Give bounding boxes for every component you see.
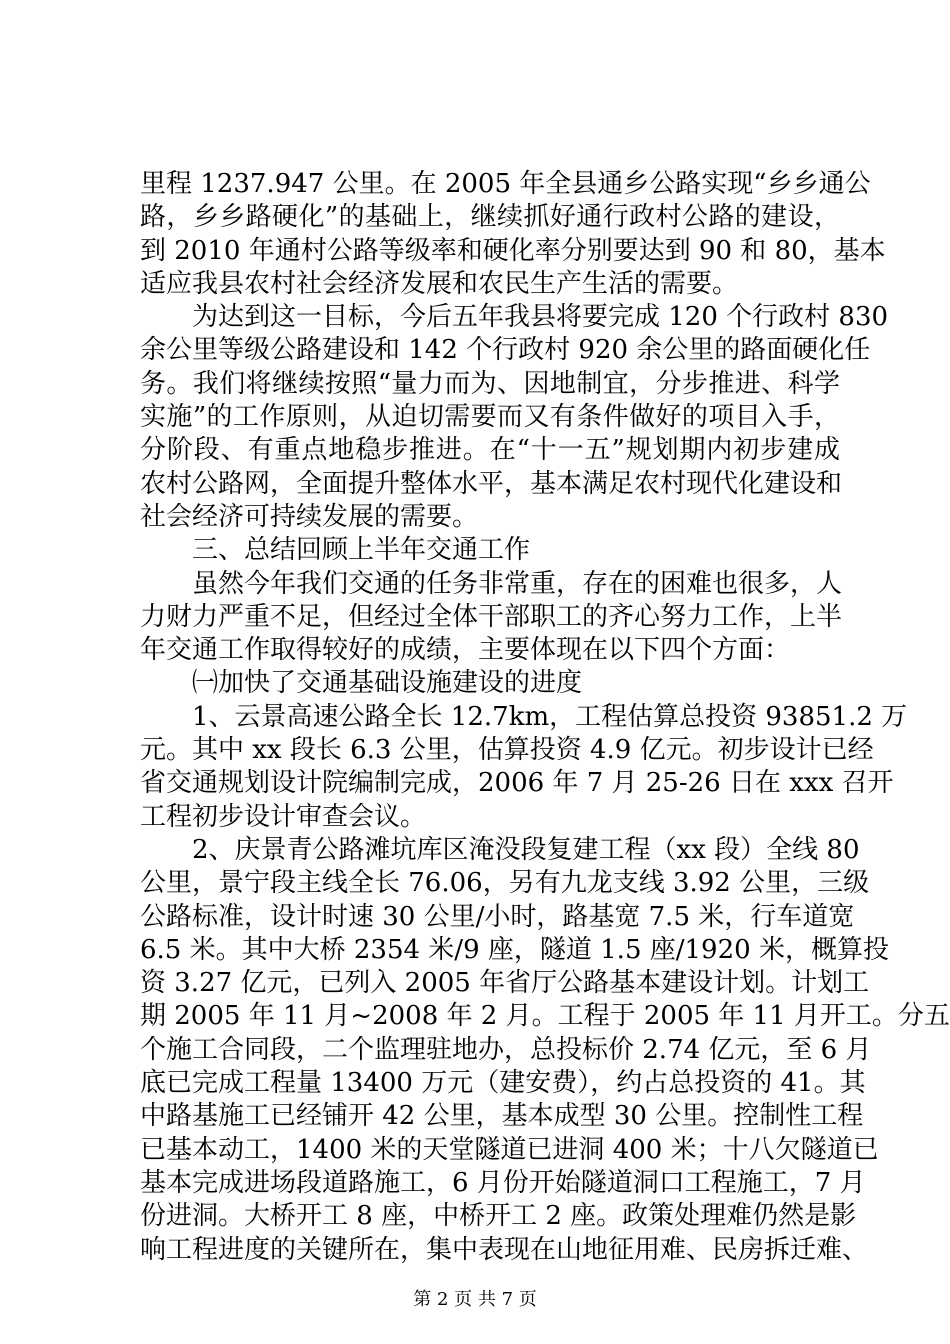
text-line: 为达到这一目标，今后五年我县将要完成 120 个行政村 830 <box>192 302 889 333</box>
page-footer: 第 2 页 共 7 页 <box>413 1289 537 1310</box>
text-line: 基本完成进场段道路施工，6 月份开始隧道洞口工程施工，7 月 <box>140 1167 866 1198</box>
text-line: 个施工合同段，二个监理驻地办，总投标价 2.74 亿元，至 6 月 <box>140 1034 872 1065</box>
text-line: 分阶段、有重点地稳步推进。在“十一五”规划期内初步建成 <box>140 435 840 466</box>
text-line: 公路标准，设计时速 30 公里/小时，路基宽 7.5 米，行车道宽 <box>140 901 855 932</box>
text-line: 到 2010 年通村公路等级率和硬化率分别要达到 90 和 80，基本 <box>140 235 886 266</box>
body-text <box>140 168 950 1267</box>
text-line: 期 2005 年 11 月~2008 年 2 月。工程于 2005 年 11 月开工。分五 <box>140 1001 950 1032</box>
text-line: 力财力严重不足，但经过全体干部职工的齐心努力工作，上半 <box>140 601 843 632</box>
text-line: 年交通工作取得较好的成绩，主要体现在以下四个方面： <box>140 635 791 666</box>
text-line: 响工程进度的关键所在，集中表现在山地征用难、民房拆迁难、 <box>140 1234 869 1265</box>
text-line: 工程初步设计审查会议。 <box>140 801 427 832</box>
text-line: 务。我们将继续按照“量力而为、因地制宜，分步推进、科学 <box>140 368 840 399</box>
text-line: 里程 1237.947 公里。在 2005 年全县通乡公路实现“乡乡通公 <box>140 169 871 199</box>
text-line: 份进洞。大桥开工 8 座，中桥开工 2 座。政策处理难仍然是影 <box>140 1201 857 1232</box>
text-line: 三、总结回顾上半年交通工作 <box>192 535 531 566</box>
text-line: 1、云景高速公路全长 12.7km，工程估算总投资 93851.2 万 <box>192 701 908 732</box>
text-line: 元。其中 xx 段长 6.3 公里，估算投资 4.9 亿元。初步设计已经 <box>140 735 874 766</box>
text-line: 2、庆景青公路滩坑库区淹没段复建工程（xx 段）全线 80 <box>192 834 860 865</box>
text-line: 余公里等级公路建设和 142 个行政村 920 余公里的路面硬化任 <box>140 335 871 366</box>
text-line: 中路基施工已经铺开 42 公里，基本成型 30 公里。控制性工程 <box>140 1101 864 1132</box>
text-line: 底已完成工程量 13400 万元（建安费），约占总投资的 41。其 <box>140 1068 866 1099</box>
text-line: 公里，景宁段主线全长 76.06，另有九龙支线 3.92 公里，三级 <box>140 868 870 899</box>
text-line: 社会经济可持续发展的需要。 <box>140 501 479 532</box>
text-line: 实施”的工作原则，从迫切需要而又有条件做好的项目入手， <box>140 402 840 433</box>
text-line: 资 3.27 亿元，已列入 2005 年省厅公路基本建设计划。计划工 <box>140 968 870 999</box>
text-line: 6.5 米。其中大桥 2354 米/9 座，隧道 1.5 座/1920 米，概算投 <box>140 934 889 965</box>
text-line: 已基本动工，1400 米的天堂隧道已进洞 400 米；十八欠隧道已 <box>140 1134 879 1165</box>
text-line: 路，乡乡路硬化”的基础上，继续抓好通行政村公路的建设， <box>140 202 840 233</box>
text-line: ㈠加快了交通基础设施建设的进度 <box>192 668 583 699</box>
text-line: 虽然今年我们交通的任务非常重，存在的困难也很多，人 <box>192 568 843 599</box>
text-line: 适应我县农村社会经济发展和农民生产生活的需要。 <box>140 268 739 299</box>
text-line: 农村公路网，全面提升整体水平，基本满足农村现代化建设和 <box>140 468 843 499</box>
text-line: 省交通规划设计院编制完成，2006 年 7 月 25-26 日在 xxx 召开 <box>140 768 894 799</box>
